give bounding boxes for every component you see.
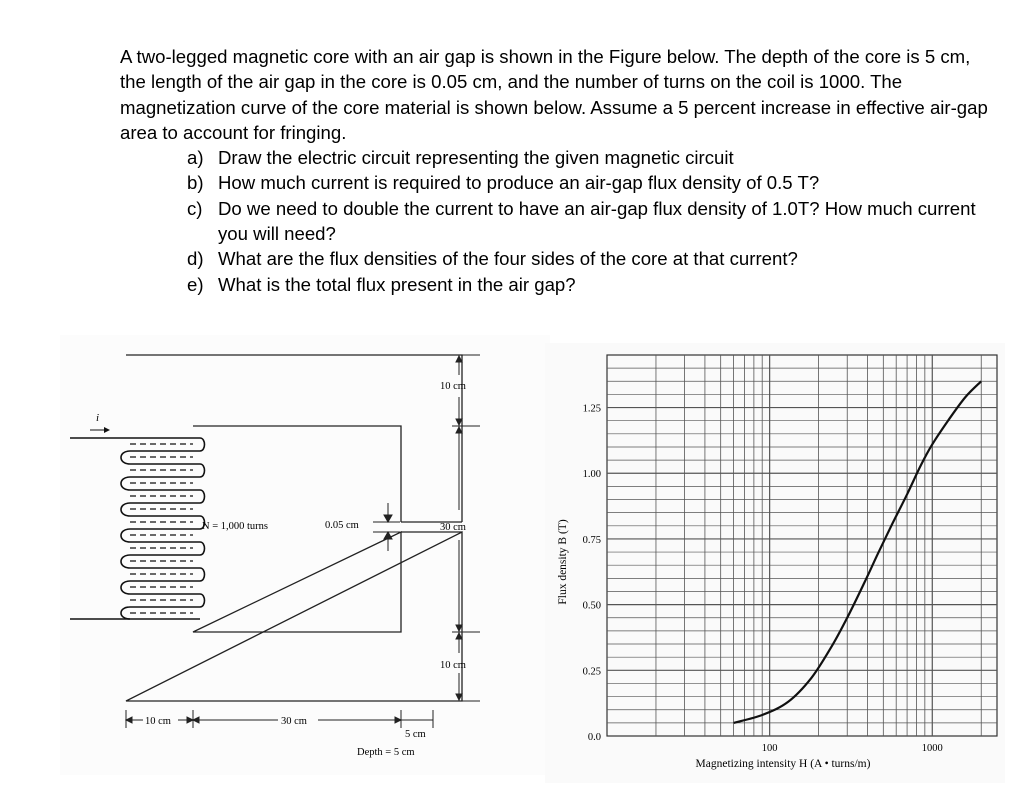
question-label: a) [187, 147, 204, 169]
x-axis-label: Magnetizing intensity H (A • turns/m) [695, 758, 871, 770]
question-item [187, 145, 1000, 170]
question-item [187, 196, 1000, 247]
dim-top-label: 10 cm [440, 381, 466, 392]
question-text: Draw the electric circuit representing the given magnetic circuit [218, 147, 734, 169]
question-text: What are the flux densities of the four sides of the core at that current? [218, 248, 798, 270]
question-label: b) [187, 172, 204, 194]
y-tick-label: 0.50 [582, 600, 601, 612]
question-item [187, 170, 1000, 195]
y-axis-label: Flux density B (T) [557, 519, 569, 605]
y-tick-label: 1.00 [582, 469, 601, 481]
chart-background [545, 343, 1005, 783]
y-tick-label: 1.25 [582, 403, 601, 415]
question-label: d) [187, 248, 204, 270]
question-list [120, 145, 1000, 297]
depth-label: Depth = 5 cm [357, 747, 415, 758]
question-text: What is the total flux present in the air gap? [218, 273, 576, 295]
question-text: How much current is required to produce an air-gap flux density of 0.5 T? [218, 172, 820, 194]
question-label: e) [187, 273, 204, 295]
problem-statement [120, 44, 1000, 297]
question-item [187, 246, 1000, 271]
dim-bottom-label: 10 cm [440, 660, 466, 671]
y-tick-label: 0.75 [582, 534, 601, 546]
magnetic-core-figure [60, 335, 550, 775]
x-tick-label: 1000 [921, 743, 943, 754]
gap-label: 0.05 cm [325, 520, 359, 531]
question-item [187, 272, 1000, 297]
turns-label: N = 1,000 turns [202, 521, 269, 532]
dim-center-label: 30 cm [281, 716, 307, 727]
dim-left-label: 10 cm [145, 716, 171, 727]
x-tick-label: 100 [761, 743, 778, 754]
question-text: Do we need to double the current to have an air-gap flux density of 1.0T? How much current you will need? [218, 197, 976, 245]
dim-middle-label: 30 cm [440, 522, 466, 533]
y-tick-label: 0.25 [582, 666, 601, 678]
dim-depth-side-label: 5 cm [405, 729, 426, 740]
problem-intro: A two-legged magnetic core with an air gap is shown in the Figure below. The depth of the core is 5 cm, the length of the air gap in the core is 0.05 cm, and the number of turns on the coil is 1000. The magnetization curve of the core material is shown below. Assume a 5 percent increase in effective air-gap area to account for fringing. [120, 46, 988, 143]
question-label: c) [187, 197, 203, 219]
current-label: i [96, 412, 100, 424]
y-tick-label: 0.0 [587, 732, 601, 743]
magnetization-curve-chart [545, 343, 1005, 783]
